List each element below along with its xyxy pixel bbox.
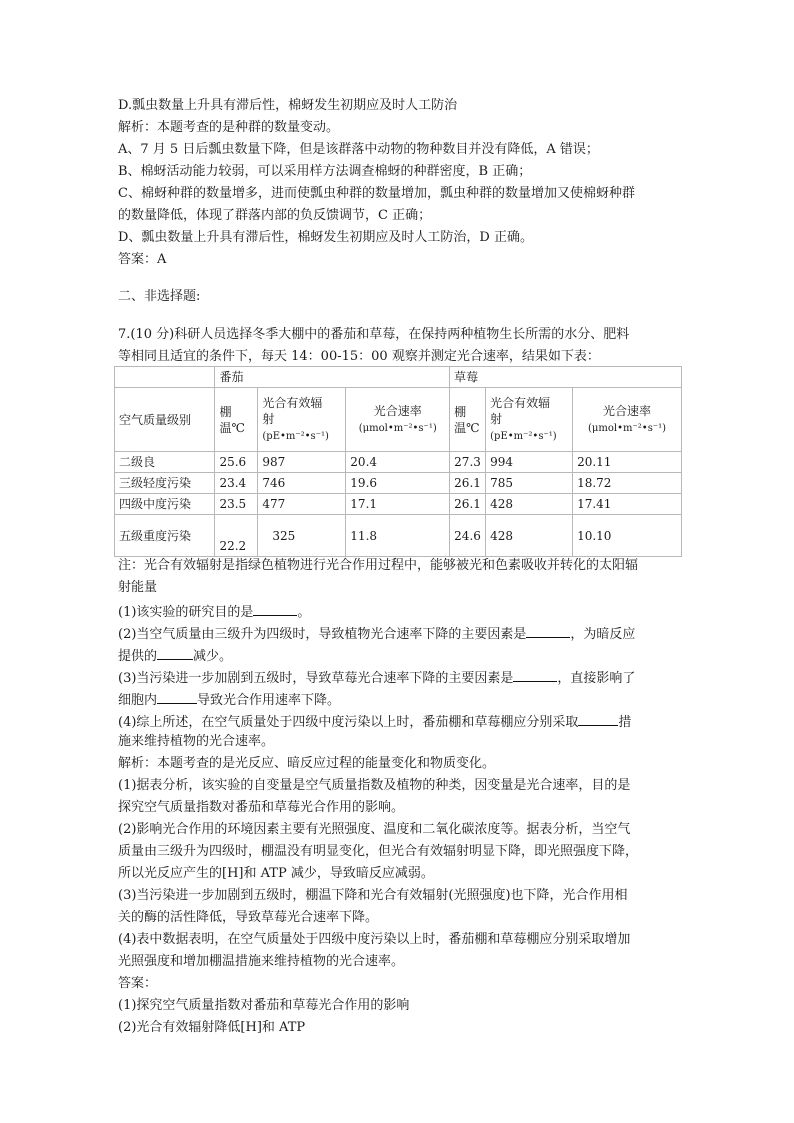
col-tomato-temp: 棚 温℃ [215,388,258,452]
analysis-intro-q7: 解析：本题考查的是光反应、暗反应过程的能量变化和物质变化。 [118,756,496,771]
answer-1: (1)探究空气质量指数对番茄和草莓光合作用的影响 [118,998,410,1013]
table-corner-cell [115,367,215,388]
cell-tomato-temp: 25.6 [215,452,258,473]
table-row [115,515,682,557]
q7-stem-line1: 7.(10 分)科研人员选择冬季大棚中的番茄和草莓，在保持两种植物生长所需的水分、肥料 [118,327,630,342]
col-tomato-radiation: 光合有效辐 射 (pE•m⁻²•s⁻¹) [258,388,346,452]
cell-strawberry-rate: 18.72 [573,473,682,494]
analysis-intro: 解析：本题考查的是种群的数量变动。 [118,120,340,135]
cell-strawberry-temp: 26.1 [450,494,486,515]
prev-answer: 答案：A [118,252,167,267]
answer-blank [157,645,193,660]
analysis-2-line2: 质量由三级升为四级时，棚温没有明显变化，但光合有效辐射明显下降，即光照强度下降， [118,844,639,859]
subquestion-3-line1: (3)当污染进一步加剧到五级时，导致草莓光合速率下降的主要因素是 ，直接影响了 [118,667,635,688]
analysis-a: A、7 月 5 日后瓢虫数量下降，但是该群落中动物的物种数目并没有降低，A 错误； [118,142,599,157]
subquestion-4-line1: (4)综上所述，在空气质量处于四级中度污染以上时，番茄棚和草莓棚应分别采取 措 [118,711,631,732]
analysis-3-line2: 关的酶的活性降低，导致草莓光合速率下降。 [118,910,379,925]
col-tomato-rate: 光合速率 (μmol•m⁻²•s⁻¹) [346,388,450,452]
cell-strawberry-radiation: 428 [486,515,573,557]
analysis-4-line2: 光照强度和增加棚温措施来维持植物的光合速率。 [118,954,405,969]
cell-tomato-rate: 19.6 [346,473,450,494]
col-strawberry-rate: 光合速率 (μmol•m⁻²•s⁻¹) [573,388,682,452]
analysis-d: D、瓢虫数量上升具有滞后性，棉蚜发生初期应及时人工防治，D 正确。 [118,230,533,245]
cell-strawberry-temp: 24.6 [450,515,486,557]
cell-tomato-radiation: 746 [258,473,346,494]
row-level: 三级轻度污染 [115,473,215,494]
cell-tomato-rate: 17.1 [346,494,450,515]
row-level: 五级重度污染 [115,515,215,557]
col-strawberry-temp: 棚 温℃ [450,388,486,452]
cell-tomato-temp: 23.4 [215,473,258,494]
cell-strawberry-radiation: 785 [486,473,573,494]
table-row [115,473,682,494]
answer-blank [157,689,197,704]
cell-strawberry-temp: 27.3 [450,452,486,473]
subquestion-4-line2: 施来维持植物的光合速率。 [118,734,275,749]
analysis-3-line1: (3)当污染进一步加剧到五级时，棚温下降和光合有效辐射(光照强度)也下降，光合作用相 [118,888,628,903]
analysis-b: B、棉蚜活动能力较弱，可以采用样方法调查棉蚜的种群密度，B 正确； [118,164,532,179]
col-air-quality: 空气质量级别 [115,388,215,452]
analysis-2-line1: (2)影响光合作用的环境因素主要有光照强度、温度和二氧化碳浓度等。据表分析，当空气 [118,822,631,837]
table-row [115,494,682,515]
col-strawberry-radiation: 光合有效辐 射 (pE•m⁻²•s⁻¹) [486,388,573,452]
table-row [115,452,682,473]
cell-strawberry-radiation: 994 [486,452,573,473]
cell-strawberry-rate: 17.41 [573,494,682,515]
subquestion-2-line2: 提供的 减少。 [118,645,232,666]
cell-tomato-radiation: 477 [258,494,346,515]
analysis-4-line1: (4)表中数据表明，在空气质量处于四级中度污染以上时，番茄棚和草莓棚应分别采取增加 [118,932,631,947]
note-line1: 注：光合有效辐射是指绿色植物进行光合作用过程中，能够被光和色素吸收并转化的太阳辐 [118,558,639,573]
analysis-1-line2: 探究空气质量指数对番茄和草莓光合作用的影响。 [118,800,405,815]
group-strawberry: 草莓 [450,367,682,388]
answer-blank [253,601,297,616]
answer-label: 答案： [118,976,158,991]
cell-tomato-radiation: 987 [258,452,346,473]
cell-tomato-rate: 20.4 [346,452,450,473]
group-tomato: 番茄 [215,367,450,388]
cell-tomato-radiation: 325 [258,515,346,557]
results-table [114,366,682,557]
note-line2: 射能量 [118,580,158,595]
subquestion-3-line2: 细胞内 导致光合作用速率下降。 [118,689,340,710]
answer-blank [526,623,570,638]
cell-tomato-rate: 11.8 [346,515,450,557]
option-d: D.瓢虫数量上升具有滞后性，棉蚜发生初期应及时人工防治 [118,98,458,113]
cell-strawberry-radiation: 428 [486,494,573,515]
cell-tomato-temp: 23.5 [215,494,258,515]
row-level: 二级良 [115,452,215,473]
cell-tomato-temp: 22.2 [215,515,258,557]
subquestion-2-line1: (2)当空气质量由三级升为四级时，导致植物光合速率下降的主要因素是 ，为暗反应 [118,623,635,644]
section-title: 二、非选择题: [118,289,201,304]
answer-blank [513,667,557,682]
analysis-c-line1: C、棉蚜种群的数量增多，进而使瓢虫种群的数量增加，瓢虫种群的数量增加又使棉蚜种群 [118,186,635,201]
answer-2: (2)光合有效辐射降低[H]和 ATP [118,1020,306,1035]
answer-blank [578,711,618,726]
cell-strawberry-rate: 10.10 [573,515,682,557]
analysis-2-line3: 所以光反应产生的[H]和 ATP 减少，导致暗反应减弱。 [118,866,434,881]
row-level: 四级中度污染 [115,494,215,515]
table-column-header-row [115,388,682,452]
q7-stem-line2: 等相同且适宜的条件下，每天 14：00-15：00 观察并测定光合速率，结果如下表： [118,349,600,364]
analysis-c-line2: 的数量降低，体现了群落内部的负反馈调节，C 正确； [118,208,432,223]
table-group-header-row [115,367,682,388]
analysis-1-line1: (1)据表分析，该实验的自变量是空气质量指数及植物的种类，因变量是光合速率，目的是 [118,778,631,793]
cell-strawberry-rate: 20.11 [573,452,682,473]
cell-strawberry-temp: 26.1 [450,473,486,494]
subquestion-1: (1)该实验的研究目的是 。 [118,601,310,622]
